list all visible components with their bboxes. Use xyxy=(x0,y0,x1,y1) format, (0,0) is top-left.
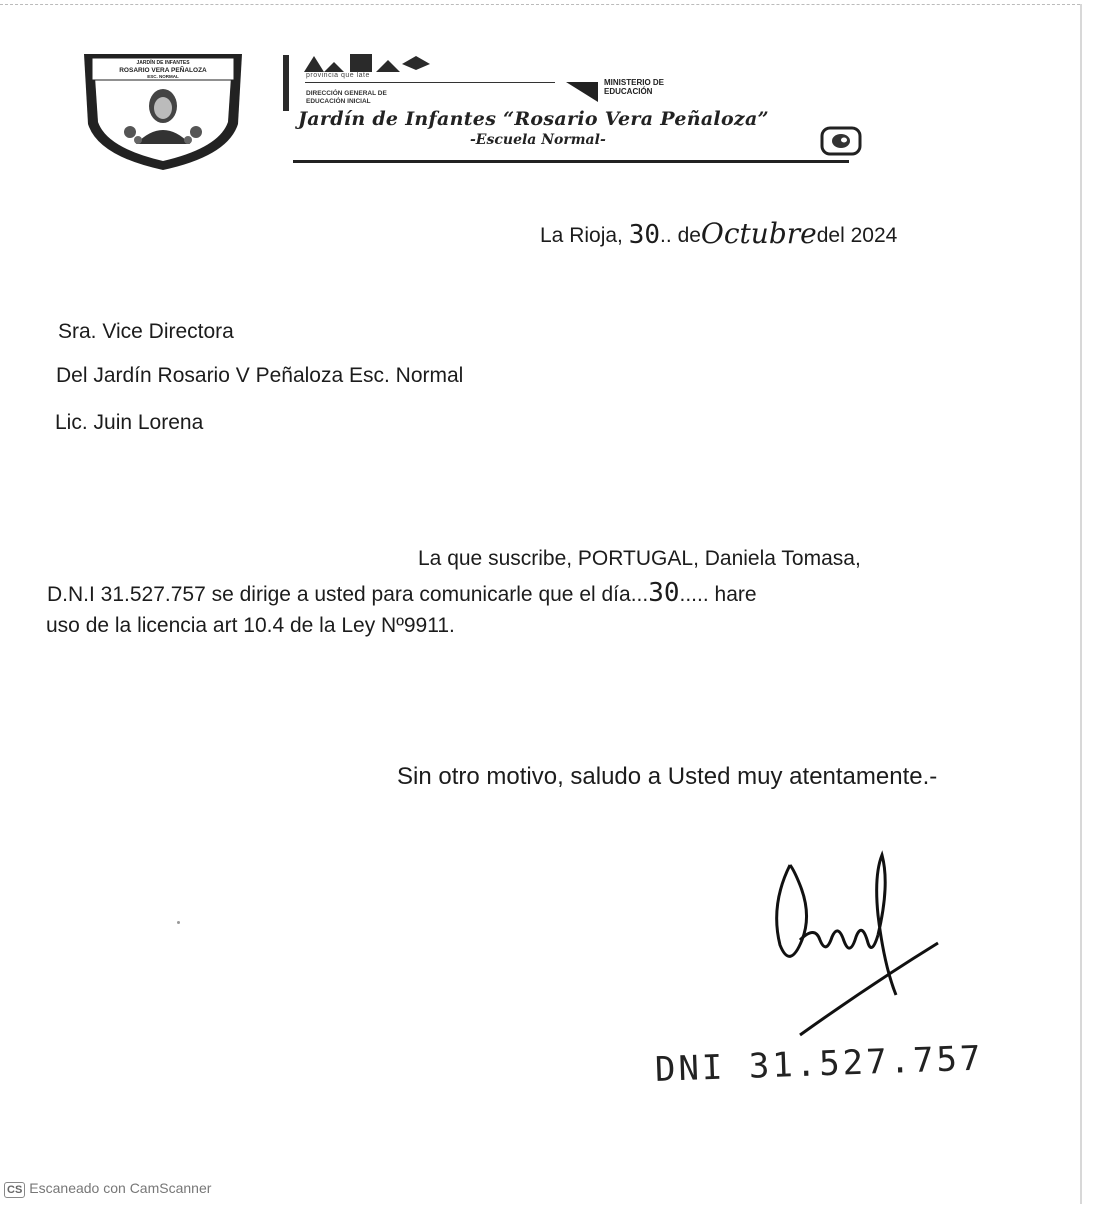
body-line-2-start: D.N.I 31.527.757 se dirige a usted para comunicarle que el día... xyxy=(47,583,649,606)
logo-line-3: ESC. NORMAL xyxy=(147,74,179,79)
addressee-line-1: Sra. Vice Directora xyxy=(58,320,234,343)
closing-line: Sin otro motivo, saludo a Usted muy atentamente.- xyxy=(397,763,938,790)
body-line-2-end: ..... hare xyxy=(679,583,757,606)
school-badge-icon xyxy=(820,126,862,156)
scan-speck xyxy=(177,921,180,924)
ministry-triangle-icon xyxy=(566,82,598,102)
ministerio-educacion-label xyxy=(604,78,664,96)
handwritten-signature xyxy=(760,845,950,1045)
camscanner-icon: CS xyxy=(4,1182,25,1198)
school-name: Jardín de Infantes “Rosario Vera Peñaloza” xyxy=(298,108,769,130)
body-line-1: La que suscribe, PORTUGAL, Daniela Tomasa, xyxy=(418,547,861,570)
ministerio-line-1: MINISTERIO DE xyxy=(604,78,665,87)
signature-dni: DNI 31.527.757 xyxy=(654,1038,985,1090)
addressee-line-2: Del Jardín Rosario V Peñaloza Esc. Normal xyxy=(56,364,464,387)
direccion-general-label xyxy=(306,90,387,106)
school-subtitle: -Escuela Normal- xyxy=(470,132,606,148)
scan-edge-right xyxy=(1080,4,1082,1204)
scan-edge-top xyxy=(0,4,1080,5)
body-line-3: uso de la licencia art 10.4 de la Ley Nº9911. xyxy=(46,614,455,637)
direccion-line-2: EDUCACIÓN INICIAL xyxy=(306,98,371,105)
date-line xyxy=(540,216,897,249)
body-day-handwritten: 30 xyxy=(648,578,680,608)
date-place: La Rioja, xyxy=(540,224,623,247)
camscanner-text: Escaneado con CamScanner xyxy=(29,1180,212,1196)
date-month-handwritten: Octubre xyxy=(700,217,817,250)
ministerio-line-2: EDUCACIÓN xyxy=(604,87,653,96)
header-underline xyxy=(293,160,849,163)
header-rule xyxy=(305,82,555,83)
school-shield-logo xyxy=(78,44,248,172)
date-del: del xyxy=(816,224,845,247)
date-de: de xyxy=(677,224,701,247)
addressee-line-3: Lic. Juin Lorena xyxy=(55,411,204,434)
date-dots: .. xyxy=(660,224,672,247)
direccion-line-1: DIRECCIÓN GENERAL DE xyxy=(306,90,387,97)
logo-line-1: JARDÍN DE INFANTES xyxy=(136,60,190,66)
body-line-2 xyxy=(47,578,757,608)
logo-line-2: ROSARIO VERA PEÑALOZA xyxy=(119,67,207,74)
camscanner-footer xyxy=(4,1180,211,1198)
date-day-handwritten: 30 xyxy=(628,220,661,250)
header-vertical-bar xyxy=(283,55,289,111)
date-year: 2024 xyxy=(850,224,898,247)
brand-tagline: provincia que late xyxy=(306,72,370,79)
